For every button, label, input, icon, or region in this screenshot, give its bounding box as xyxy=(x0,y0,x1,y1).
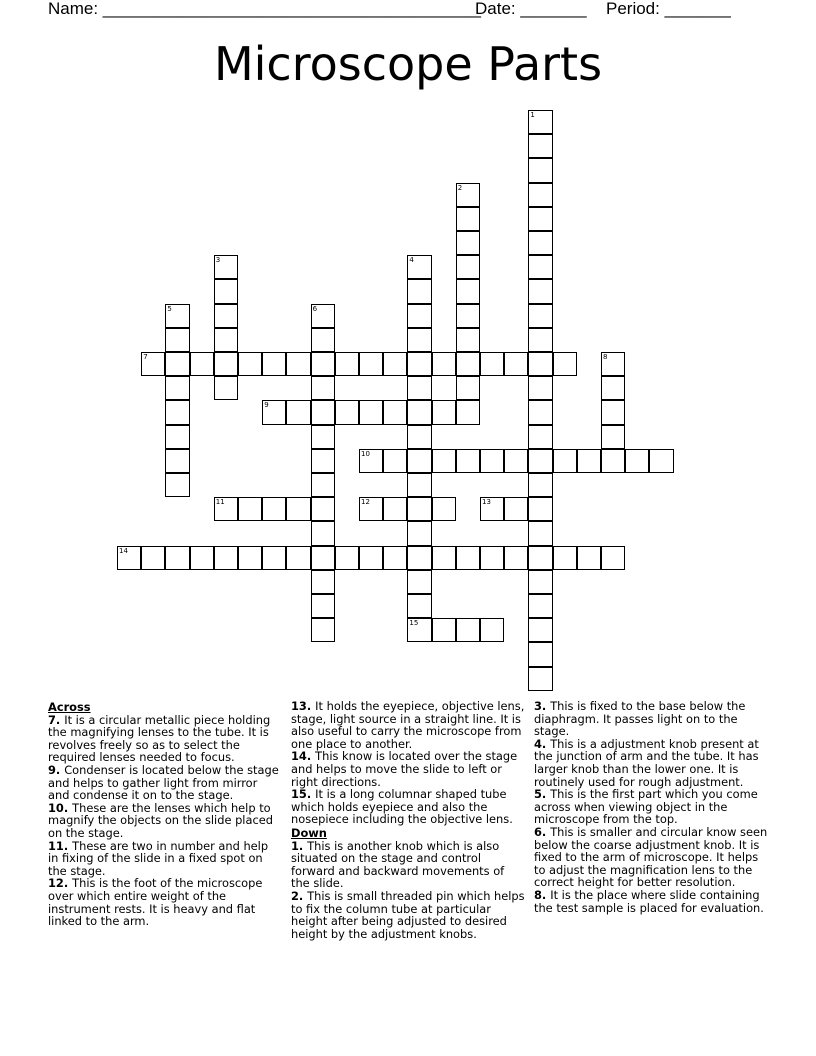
grid-cell[interactable] xyxy=(432,497,456,521)
grid-cell[interactable] xyxy=(407,400,431,424)
grid-cell[interactable] xyxy=(456,304,480,328)
grid-cell[interactable] xyxy=(432,546,456,570)
grid-cell[interactable] xyxy=(480,618,504,642)
grid-cell[interactable] xyxy=(311,352,335,376)
grid-cell[interactable] xyxy=(528,667,552,691)
down-clue xyxy=(291,890,525,940)
grid-cell[interactable] xyxy=(383,400,407,424)
grid-cell[interactable] xyxy=(407,449,431,473)
clue-number-label: 14. xyxy=(291,749,316,764)
clue-text: This is a adjustment knob present at the junction of arm and the tube. It has larger knob than the lower one. It is routinely used for rough adjustment. xyxy=(534,736,759,789)
grid-cell[interactable] xyxy=(528,328,552,352)
grid-cell[interactable] xyxy=(311,376,335,400)
clue-number-label: 2. xyxy=(291,888,308,903)
clue-text: It is the place where slide containing the test sample is placed for evaluation. xyxy=(534,887,764,915)
period-field[interactable]: Period: _______ xyxy=(606,0,731,18)
clue-number: 7 xyxy=(143,353,148,361)
grid-cell[interactable] xyxy=(577,546,601,570)
grid-cell[interactable] xyxy=(528,449,552,473)
grid-cell[interactable] xyxy=(407,425,431,449)
clues-column-1 xyxy=(48,700,280,928)
grid-cell[interactable] xyxy=(238,352,262,376)
grid-cell[interactable] xyxy=(528,231,552,255)
across-clue xyxy=(291,788,525,826)
grid-cell[interactable] xyxy=(165,400,189,424)
across-clue xyxy=(48,840,280,878)
clue-text: Condenser is located below the stage and helps to gather light from mirror and condense it on to the stage. xyxy=(48,762,279,803)
clue-number: 4 xyxy=(409,256,414,265)
grid-cell[interactable] xyxy=(165,376,189,400)
grid-cell[interactable] xyxy=(528,376,552,400)
grid-cell[interactable] xyxy=(311,594,335,618)
grid-cell[interactable] xyxy=(286,546,310,570)
grid-cell[interactable] xyxy=(286,352,310,376)
grid-cell[interactable] xyxy=(190,546,214,570)
down-clue xyxy=(534,788,770,826)
clue-number-label: 6. xyxy=(534,824,551,839)
grid-cell[interactable] xyxy=(311,570,335,594)
grid-cell[interactable] xyxy=(407,328,431,352)
grid-cell[interactable] xyxy=(601,449,625,473)
grid-cell[interactable] xyxy=(214,352,238,376)
grid-cell[interactable] xyxy=(601,376,625,400)
grid-cell[interactable] xyxy=(528,304,552,328)
grid-cell[interactable] xyxy=(528,279,552,303)
grid-cell[interactable] xyxy=(528,255,552,279)
grid-cell[interactable] xyxy=(407,473,431,497)
grid-cell[interactable] xyxy=(456,207,480,231)
grid-cell[interactable] xyxy=(504,449,528,473)
grid-cell[interactable] xyxy=(311,521,335,545)
grid-cell[interactable] xyxy=(359,400,383,424)
grid-cell[interactable] xyxy=(117,546,141,570)
grid-cell[interactable] xyxy=(190,352,214,376)
clue-text: These are the lenses which help to magnify the objects on the slide placed on the stage. xyxy=(48,800,273,840)
clue-number-label: 10. xyxy=(48,800,73,815)
grid-cell[interactable] xyxy=(383,546,407,570)
grid-cell[interactable] xyxy=(214,497,238,521)
clue-number: 5 xyxy=(167,304,172,313)
across-clue xyxy=(48,802,280,840)
grid-cell[interactable] xyxy=(456,255,480,279)
grid-cell[interactable] xyxy=(528,110,552,134)
clue-text: This is smaller and circular know seen below the coarse adjustment knob. It is fixed to the arm of microscope. It helps to adjust the magnification lens to the correct height for better resolution. xyxy=(534,824,768,890)
grid-cell[interactable] xyxy=(359,546,383,570)
grid-cell[interactable] xyxy=(165,352,189,376)
grid-cell[interactable] xyxy=(359,497,383,521)
clue-number: 11 xyxy=(215,498,225,507)
grid-cell[interactable] xyxy=(141,352,165,376)
grid-cell[interactable] xyxy=(311,497,335,521)
clue-text: This is another knob which is also situated on the stage and control forward and backward movements of the slide. xyxy=(291,838,505,891)
clue-number-label: 3. xyxy=(534,699,551,713)
clue-number-label: 5. xyxy=(534,787,551,802)
clue-number-label: 8. xyxy=(534,887,551,902)
grid-cell[interactable] xyxy=(165,425,189,449)
grid-cell[interactable] xyxy=(238,497,262,521)
grid-cell[interactable] xyxy=(311,328,335,352)
grid-cell[interactable] xyxy=(407,352,431,376)
grid-cell[interactable] xyxy=(480,352,504,376)
across-clue xyxy=(48,764,280,802)
clue-number-label: 12. xyxy=(48,876,73,891)
clue-number-label: 7. xyxy=(48,712,65,727)
page-title: Microscope Parts xyxy=(213,37,603,91)
grid-cell[interactable] xyxy=(311,473,335,497)
grid-cell[interactable] xyxy=(238,546,262,570)
across-clue-list xyxy=(48,714,280,928)
grid-cell[interactable] xyxy=(432,618,456,642)
down-clue xyxy=(534,700,770,738)
grid-cell[interactable] xyxy=(432,352,456,376)
date-field[interactable]: Date: _______ xyxy=(475,0,587,18)
grid-cell[interactable] xyxy=(456,400,480,424)
grid-cell[interactable] xyxy=(407,618,431,642)
grid-cell[interactable] xyxy=(456,183,480,207)
grid-cell[interactable] xyxy=(286,400,310,424)
down-clue-list xyxy=(291,840,525,941)
clue-number: 13 xyxy=(482,498,491,507)
grid-cell[interactable] xyxy=(165,473,189,497)
grid-cell[interactable] xyxy=(214,279,238,303)
grid-cell[interactable] xyxy=(504,352,528,376)
grid-cell[interactable] xyxy=(311,546,335,570)
grid-cell[interactable] xyxy=(407,521,431,545)
grid-cell[interactable] xyxy=(407,594,431,618)
grid-cell[interactable] xyxy=(456,376,480,400)
clue-text: It holds the eyepiece, objective lens, stage, light source in a straight line. It is also useful to carry the microscope from one place to another. xyxy=(291,699,525,751)
grid-cell[interactable] xyxy=(311,304,335,328)
grid-cell[interactable] xyxy=(214,376,238,400)
grid-cell[interactable] xyxy=(625,449,649,473)
grid-cell[interactable] xyxy=(407,570,431,594)
grid-cell[interactable] xyxy=(214,304,238,328)
grid-cell[interactable] xyxy=(480,497,504,521)
clue-text: It is a long columnar shaped tube which holds eyepiece and also the nosepiece including the objective lens. xyxy=(291,787,513,827)
grid-cell[interactable] xyxy=(359,352,383,376)
grid-cell[interactable] xyxy=(432,400,456,424)
grid-cell[interactable] xyxy=(456,328,480,352)
grid-cell[interactable] xyxy=(407,304,431,328)
clue-number: 14 xyxy=(119,546,128,555)
grid-cell[interactable] xyxy=(528,521,552,545)
grid-cell[interactable] xyxy=(165,449,189,473)
clue-number: 2 xyxy=(457,183,463,192)
clue-number: 1 xyxy=(530,111,535,119)
grid-cell[interactable] xyxy=(407,255,431,279)
grid-cell[interactable] xyxy=(528,497,552,521)
grid-cell[interactable] xyxy=(456,618,480,642)
down-clue xyxy=(534,826,770,889)
grid-cell[interactable] xyxy=(311,449,335,473)
grid-cell[interactable] xyxy=(383,352,407,376)
clue-number-label: 1. xyxy=(291,838,308,853)
down-header: Down xyxy=(291,825,327,840)
grid-cell[interactable] xyxy=(528,183,552,207)
grid-cell[interactable] xyxy=(553,449,577,473)
clues-column-2 xyxy=(291,700,525,940)
grid-cell[interactable] xyxy=(601,400,625,424)
clue-text: This is fixed to the base below the diaphragm. It passes light on to the stage. xyxy=(534,699,746,739)
grid-cell[interactable] xyxy=(528,618,552,642)
clue-number: 10 xyxy=(361,449,370,458)
clue-number: 15 xyxy=(409,619,419,628)
grid-cell[interactable] xyxy=(335,546,359,570)
clue-number-label: 13. xyxy=(291,699,316,713)
down-clue xyxy=(534,889,770,914)
across-clue xyxy=(48,714,280,764)
clue-text: These are two in number and help in fixing of the slide in a fixed spot on the stage. xyxy=(48,838,269,878)
grid-cell[interactable] xyxy=(456,546,480,570)
grid-cell[interactable] xyxy=(311,618,335,642)
grid-cell[interactable] xyxy=(480,449,504,473)
grid-cell[interactable] xyxy=(456,449,480,473)
clue-number-label: 4. xyxy=(534,736,551,751)
grid-cell[interactable] xyxy=(286,497,310,521)
grid-cell[interactable] xyxy=(407,279,431,303)
grid-cell[interactable] xyxy=(528,158,552,182)
grid-cell[interactable] xyxy=(601,425,625,449)
grid-cell[interactable] xyxy=(407,376,431,400)
grid-cell[interactable] xyxy=(214,328,238,352)
clue-number: 3 xyxy=(215,256,221,265)
grid-cell[interactable] xyxy=(456,279,480,303)
grid-cell[interactable] xyxy=(528,570,552,594)
grid-cell[interactable] xyxy=(504,546,528,570)
grid-cell[interactable] xyxy=(601,546,625,570)
clue-number: 6 xyxy=(312,304,318,313)
grid-cell[interactable] xyxy=(383,497,407,521)
across-clue xyxy=(291,700,525,750)
grid-cell[interactable] xyxy=(165,546,189,570)
grid-cell[interactable] xyxy=(383,449,407,473)
grid-cell[interactable] xyxy=(262,400,286,424)
clue-number-label: 11. xyxy=(48,838,73,853)
grid-cell[interactable] xyxy=(528,546,552,570)
grid-cell[interactable] xyxy=(262,352,286,376)
grid-cell[interactable] xyxy=(456,231,480,255)
name-field[interactable]: Name: ________________________________________ xyxy=(48,0,481,18)
grid-cell[interactable] xyxy=(528,594,552,618)
grid-cell[interactable] xyxy=(311,425,335,449)
down-clue-list-continued xyxy=(534,700,770,914)
clue-number-label: 15. xyxy=(291,787,316,802)
grid-cell[interactable] xyxy=(311,400,335,424)
clue-text: It is a circular metallic piece holding the magnifying lenses to the tube. It is revolves freely so as to select the required lenses needed to focus. xyxy=(48,712,271,765)
clue-text: This is small threaded pin which helps to fix the column tube at particular height after being adjusted to desired height by the adjustment knobs. xyxy=(291,888,525,941)
across-clue xyxy=(48,877,280,927)
grid-cell[interactable] xyxy=(528,207,552,231)
clues-column-3 xyxy=(534,700,770,914)
clue-text: This is the first part which you come across when viewing object in the microscope from the top. xyxy=(534,787,758,827)
clue-number: 9 xyxy=(264,401,269,410)
down-clue xyxy=(291,840,525,890)
grid-cell[interactable] xyxy=(601,352,625,376)
grid-cell[interactable] xyxy=(165,328,189,352)
grid-cell[interactable] xyxy=(141,546,165,570)
grid-cell[interactable] xyxy=(432,449,456,473)
grid-cell[interactable] xyxy=(165,304,189,328)
grid-cell[interactable] xyxy=(262,497,286,521)
grid-cell[interactable] xyxy=(407,546,431,570)
clue-number: 8 xyxy=(603,353,608,361)
grid-cell[interactable] xyxy=(553,352,577,376)
grid-cell[interactable] xyxy=(649,449,673,473)
grid-cell[interactable] xyxy=(553,546,577,570)
grid-cell[interactable] xyxy=(528,400,552,424)
grid-cell[interactable] xyxy=(528,642,552,666)
grid-cell[interactable] xyxy=(528,425,552,449)
clue-text: This know is located over the stage and helps to move the slide to left or right directions. xyxy=(291,749,518,789)
grid-cell[interactable] xyxy=(480,546,504,570)
grid-cell[interactable] xyxy=(456,352,480,376)
grid-cell[interactable] xyxy=(335,400,359,424)
grid-cell[interactable] xyxy=(407,497,431,521)
clue-number: 12 xyxy=(361,498,370,507)
clue-text: This is the foot of the microscope over which entire weight of the instrument rests. It is heavy and flat linked to the arm. xyxy=(48,876,263,929)
grid-cell[interactable] xyxy=(577,449,601,473)
grid-cell[interactable] xyxy=(504,497,528,521)
grid-cell[interactable] xyxy=(528,473,552,497)
grid-cell[interactable] xyxy=(359,449,383,473)
grid-cell[interactable] xyxy=(262,546,286,570)
grid-cell[interactable] xyxy=(528,352,552,376)
grid-cell[interactable] xyxy=(528,134,552,158)
across-header: Across xyxy=(48,700,91,714)
down-clue xyxy=(534,738,770,788)
across-clue xyxy=(291,750,525,788)
across-clue-list-continued xyxy=(291,700,525,826)
clue-number-label: 9. xyxy=(48,762,65,777)
grid-cell[interactable] xyxy=(214,546,238,570)
grid-cell[interactable] xyxy=(335,352,359,376)
grid-cell[interactable] xyxy=(214,255,238,279)
